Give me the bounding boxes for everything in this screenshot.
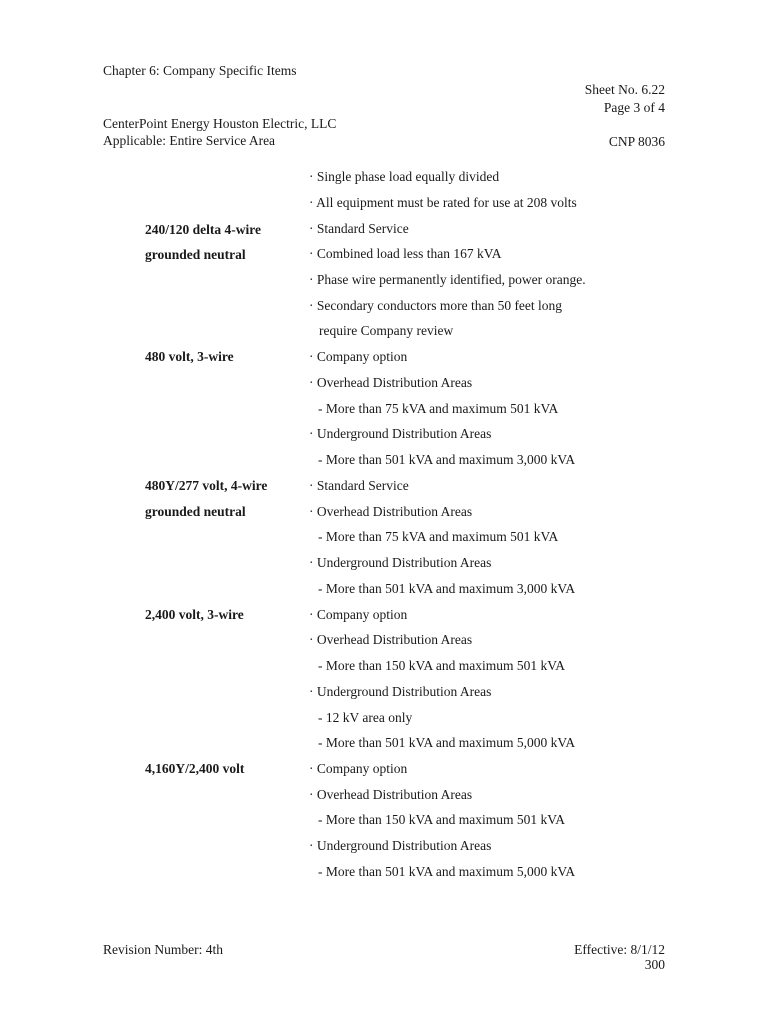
list-item: · Company option bbox=[309, 349, 408, 364]
list-item: - More than 75 kVA and maximum 501 kVA bbox=[318, 529, 559, 544]
voltage-label-480y-277: 480Y/277 volt, 4-wire bbox=[145, 478, 268, 493]
list-item: · Overhead Distribution Areas bbox=[309, 504, 473, 519]
applicable-area: Applicable: Entire Service Area bbox=[103, 133, 276, 148]
list-item: - More than 501 kVA and maximum 3,000 kVA bbox=[318, 581, 576, 596]
sheet-number: Sheet No. 6.22 bbox=[584, 82, 665, 97]
list-item: - More than 150 kVA and maximum 501 kVA bbox=[318, 812, 565, 827]
voltage-label-grounded-neutral-2: grounded neutral bbox=[145, 504, 246, 519]
list-item: · Secondary conductors more than 50 feet long bbox=[309, 298, 563, 313]
list-item: · Standard Service bbox=[309, 221, 409, 236]
voltage-label-4160y-2400: 4,160Y/2,400 volt bbox=[145, 761, 245, 776]
list-item: · Underground Distribution Areas bbox=[309, 555, 492, 570]
document-code: CNP 8036 bbox=[608, 134, 665, 149]
list-item: - More than 501 kVA and maximum 3,000 kVA bbox=[318, 452, 576, 467]
page-indicator: Page 3 of 4 bbox=[603, 100, 665, 115]
list-item: · Combined load less than 167 kVA bbox=[309, 246, 502, 261]
list-item: - More than 150 kVA and maximum 501 kVA bbox=[318, 658, 565, 673]
list-item: · Company option bbox=[309, 761, 408, 776]
chapter-title: Chapter 6: Company Specific Items bbox=[103, 63, 297, 78]
voltage-label-grounded-neutral: grounded neutral bbox=[145, 247, 246, 262]
list-item: · Overhead Distribution Areas bbox=[309, 632, 473, 647]
list-item: - More than 75 kVA and maximum 501 kVA bbox=[318, 401, 559, 416]
list-item: · Single phase load equally divided bbox=[309, 169, 500, 184]
list-item: - More than 501 kVA and maximum 5,000 kVA bbox=[318, 735, 576, 750]
list-item: · Standard Service bbox=[309, 478, 409, 493]
voltage-label-2400-3wire: 2,400 volt, 3-wire bbox=[145, 607, 244, 622]
list-item: - 12 kV area only bbox=[318, 710, 413, 725]
list-item: · Underground Distribution Areas bbox=[309, 426, 492, 441]
voltage-label-480-3wire: 480 volt, 3-wire bbox=[145, 349, 234, 364]
list-item: · Underground Distribution Areas bbox=[309, 838, 492, 853]
list-item: · All equipment must be rated for use at 208 volts bbox=[309, 195, 577, 210]
list-item: · Overhead Distribution Areas bbox=[309, 787, 473, 802]
list-item: - More than 501 kVA and maximum 5,000 kVA bbox=[318, 864, 576, 879]
revision-number: Revision Number: 4th bbox=[103, 942, 223, 957]
list-item: · Overhead Distribution Areas bbox=[309, 375, 473, 390]
effective-date: Effective: 8/1/12 bbox=[574, 942, 665, 957]
voltage-label-240-120: 240/120 delta 4-wire bbox=[145, 222, 261, 237]
company-name: CenterPoint Energy Houston Electric, LLC bbox=[103, 116, 337, 131]
list-item: · Underground Distribution Areas bbox=[309, 684, 492, 699]
list-item: · Company option bbox=[309, 607, 408, 622]
list-item: require Company review bbox=[319, 323, 454, 338]
list-item: · Phase wire permanently identified, power orange. bbox=[309, 272, 586, 287]
page-number: 300 bbox=[644, 957, 665, 972]
